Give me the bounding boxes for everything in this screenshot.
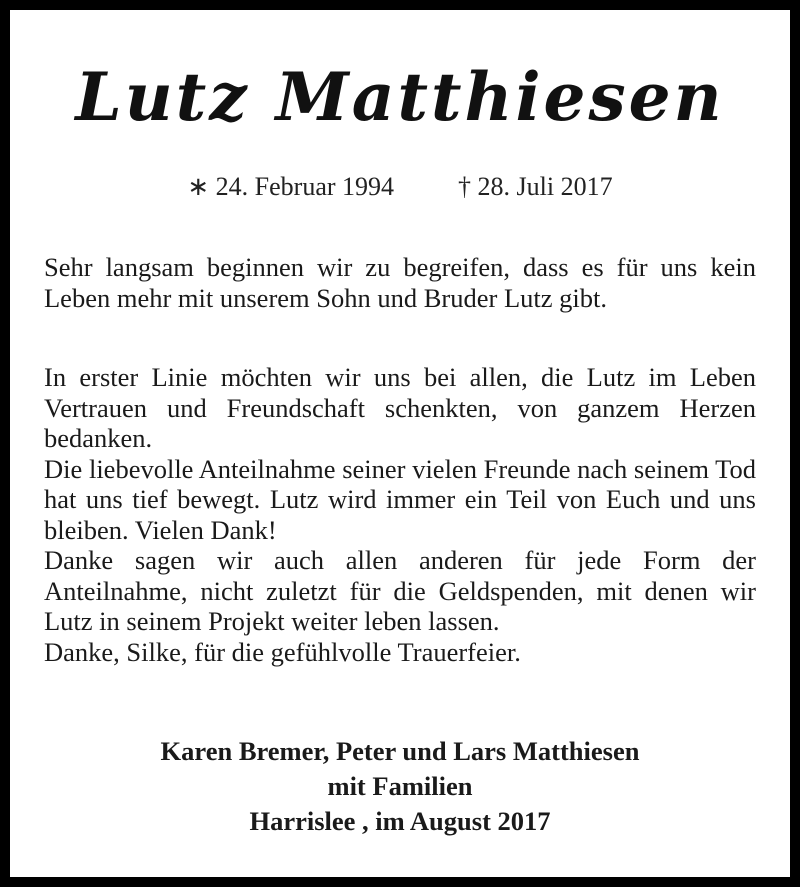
signature-families: mit Familien	[327, 771, 473, 801]
signature-block	[10, 734, 790, 839]
opening-paragraph-block	[44, 252, 756, 313]
ceremony-paragraph: Danke, Silke, für die gefühlvolle Trauerfeier.	[44, 636, 521, 667]
obituary-card	[10, 10, 790, 877]
death-date: † 28. Juli 2017	[458, 172, 613, 201]
thanks-paragraph-block	[44, 362, 756, 667]
birth-date: ∗ 24. Februar 1994	[187, 172, 395, 201]
opening-paragraph: Sehr langsam beginnen wir zu begreifen, dass es für uns kein Leben mehr mit unserem Sohn und Bruder Lutz gibt.	[44, 252, 756, 313]
thanks-paragraph: In erster Linie möchten wir uns bei allen, die Lutz im Leben Vertrauen und Freundschaft schenkten, von ganzem Herzen bedanken.	[44, 362, 756, 453]
signature-names: Karen Bremer, Peter und Lars Matthiesen	[160, 736, 640, 766]
life-dates	[10, 172, 790, 202]
friends-paragraph: Die liebevolle Anteilnahme seiner vielen Freunde nach seinem Tod hat uns tief bewegt. Lutz wird immer ein Teil von Euch und uns bleiben. Vielen Dank!	[44, 453, 756, 545]
donations-paragraph: Danke sagen wir auch allen anderen für jede Form der Anteilnahme, nicht zuletzt für die Geldspenden, mit denen wir Lutz in seinem Projekt weiter leben lassen.	[44, 545, 756, 636]
deceased-name: Lutz Matthiesen	[75, 58, 725, 136]
signature-place-date: Harrislee , im August 2017	[249, 806, 551, 836]
